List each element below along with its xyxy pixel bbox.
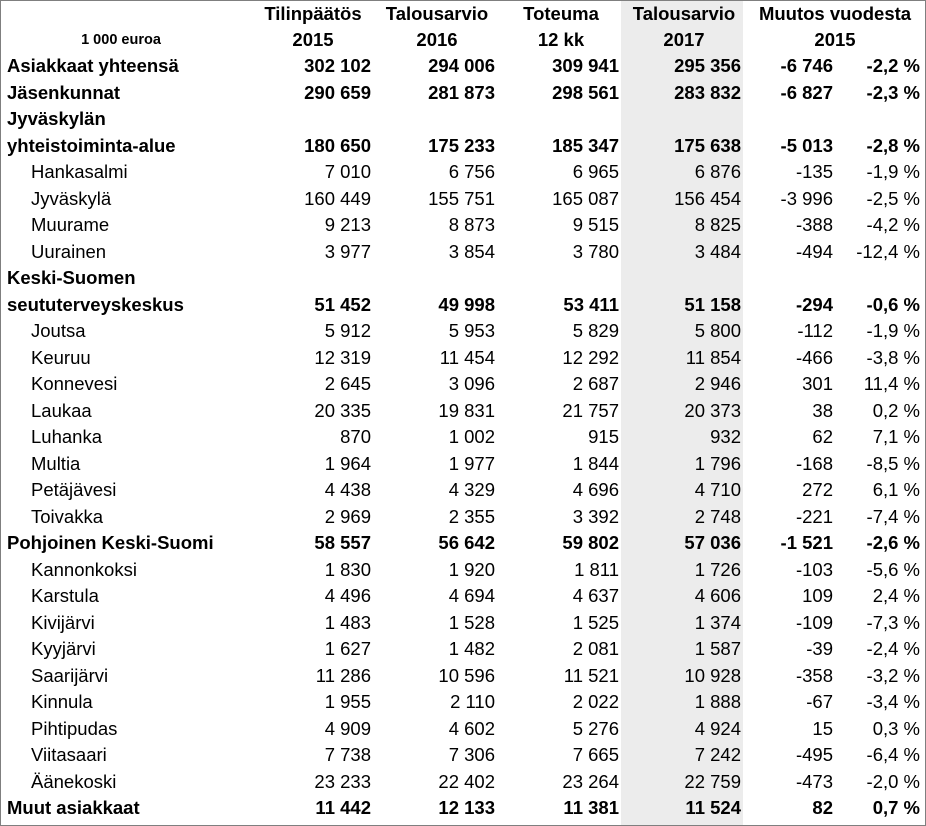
row-label: Keski-Suomen (7, 267, 136, 288)
cell-talousarvio-2017: 11 854 (685, 346, 741, 368)
cell-toteuma-12kk: 3 780 (572, 240, 619, 262)
cell-toteuma-12kk: 165 087 (552, 187, 619, 209)
cell-talousarvio-2016 (375, 106, 499, 133)
cell-toteuma-12kk: 1 811 (574, 558, 619, 580)
cell-muutos-pct: -0,6 % (866, 293, 920, 315)
table-row (1, 159, 925, 186)
row-label: Konnevesi (31, 373, 118, 394)
cell-tilinpaatos-2015 (251, 265, 375, 292)
cell-muutos-pct: 0,2 % (872, 399, 920, 421)
cell-toteuma-12kk: 3 392 (572, 505, 619, 527)
row-label: Viitasaari (31, 744, 107, 765)
cell-talousarvio-2017: 156 454 (674, 187, 741, 209)
row-label: seututerveyskeskus (7, 293, 184, 315)
cell-talousarvio-2017: 295 356 (674, 55, 741, 76)
cell-talousarvio-2017: 10 928 (684, 664, 741, 686)
cell-talousarvio-2017: 175 638 (674, 134, 741, 156)
cell-toteuma-12kk: 12 292 (562, 346, 619, 368)
cell-muutos-pct: -6,4 % (866, 744, 920, 765)
unit-label: 1 000 euroa (81, 32, 161, 48)
cell-muutos-euro: -135 (795, 161, 833, 182)
cell-talousarvio-2017: 1 888 (694, 691, 741, 712)
cell-talousarvio-2016: 7 306 (448, 744, 495, 765)
cell-toteuma-12kk (499, 106, 623, 133)
row-label: Petäjävesi (31, 479, 117, 500)
cell-tilinpaatos-2015: 4 438 (324, 479, 371, 500)
row-label: Kinnula (31, 691, 93, 712)
cell-tilinpaatos-2015: 160 449 (304, 187, 371, 209)
cell-muutos-pct: 0,7 % (872, 797, 920, 818)
cell-toteuma-12kk: 4 696 (572, 479, 619, 500)
row-label: yhteistoiminta-alue (7, 134, 176, 156)
cell-talousarvio-2016: 12 133 (438, 797, 495, 818)
cell-muutos-pct (837, 106, 925, 133)
cell-muutos-pct: -3,8 % (866, 346, 920, 368)
header-col-4-line2: 2017 (663, 29, 705, 50)
header-row-1 (1, 1, 925, 27)
cell-muutos-euro: 62 (812, 426, 833, 447)
table-row (1, 53, 925, 80)
cell-tilinpaatos-2015: 290 659 (304, 81, 371, 103)
cell-toteuma-12kk: 5 276 (572, 717, 619, 739)
table-row (1, 371, 925, 398)
table-row (1, 636, 925, 663)
cell-muutos-euro: -221 (795, 505, 833, 527)
cell-tilinpaatos-2015: 20 335 (314, 399, 371, 421)
table-row (1, 583, 925, 610)
table-row (1, 398, 925, 425)
header-col-2-line2: 2016 (416, 29, 458, 50)
cell-talousarvio-2016: 19 831 (438, 399, 495, 421)
cell-talousarvio-2017: 5 800 (694, 320, 741, 341)
row-label: Äänekoski (31, 770, 117, 792)
cell-muutos-euro: -103 (795, 558, 833, 580)
cell-talousarvio-2016: 2 355 (448, 505, 495, 527)
table-row (1, 80, 925, 107)
cell-tilinpaatos-2015: 7 010 (324, 161, 371, 182)
cell-muutos-pct: -5,6 % (866, 558, 920, 580)
row-label: Muurame (31, 214, 110, 235)
cell-toteuma-12kk: 21 757 (562, 399, 619, 421)
cell-tilinpaatos-2015 (251, 106, 375, 133)
table-row (1, 424, 925, 451)
cell-tilinpaatos-2015: 12 319 (314, 346, 371, 368)
header-col-1-line2: 2015 (292, 29, 334, 50)
cell-muutos-euro (745, 106, 837, 133)
cell-muutos-pct: -1,9 % (866, 161, 920, 182)
table-row (1, 742, 925, 769)
header-col-3-line1: Toteuma (523, 3, 599, 24)
cell-muutos-euro: -6 827 (780, 81, 833, 103)
cell-muutos-euro: -358 (795, 664, 833, 686)
cell-talousarvio-2017: 4 710 (694, 479, 741, 500)
cell-toteuma-12kk: 59 802 (562, 532, 619, 553)
cell-tilinpaatos-2015: 11 442 (315, 797, 371, 818)
row-label: Toivakka (31, 505, 103, 527)
row-label: Saarijärvi (31, 664, 109, 686)
cell-talousarvio-2016 (375, 265, 499, 292)
cell-muutos-euro: -494 (795, 240, 833, 262)
cell-muutos-euro: 15 (812, 717, 833, 739)
row-label: Pihtipudas (31, 717, 118, 739)
row-label: Laukaa (31, 399, 92, 421)
cell-talousarvio-2017 (623, 265, 745, 292)
cell-talousarvio-2016: 281 873 (428, 81, 495, 103)
cell-tilinpaatos-2015: 302 102 (304, 55, 371, 76)
cell-muutos-euro: -5 013 (780, 134, 833, 156)
cell-muutos-pct: -12,4 % (856, 240, 920, 262)
cell-muutos-pct: 7,1 % (872, 426, 920, 447)
table-row (1, 212, 925, 239)
table-row (1, 663, 925, 690)
cell-talousarvio-2017: 1 587 (694, 638, 741, 659)
cell-muutos-euro: -109 (795, 611, 833, 633)
cell-tilinpaatos-2015: 7 738 (324, 744, 371, 765)
cell-tilinpaatos-2015: 58 557 (314, 532, 371, 553)
cell-talousarvio-2016: 56 642 (438, 532, 495, 553)
row-label: Jäsenkunnat (7, 81, 121, 103)
header-col-5-line2: 2015 (814, 29, 856, 50)
header-col-1-line1: Tilinpäätös (264, 3, 362, 24)
cell-talousarvio-2016: 1 002 (448, 426, 495, 447)
cell-talousarvio-2016: 4 329 (448, 479, 495, 500)
cell-muutos-euro: -3 996 (780, 187, 833, 209)
cell-muutos-pct: -2,2 % (866, 55, 920, 76)
row-label: Joutsa (31, 320, 86, 341)
cell-talousarvio-2017: 22 759 (684, 770, 741, 792)
table-row (1, 345, 925, 372)
cell-talousarvio-2017: 2 946 (694, 373, 741, 394)
cell-muutos-euro: -495 (795, 744, 833, 765)
budget-table (1, 1, 925, 822)
cell-muutos-euro: 38 (812, 399, 833, 421)
cell-muutos-euro: -112 (797, 320, 833, 341)
cell-talousarvio-2016: 155 751 (428, 187, 495, 209)
cell-talousarvio-2016: 2 110 (450, 691, 495, 712)
cell-talousarvio-2016: 3 096 (448, 373, 495, 394)
cell-tilinpaatos-2015: 1 627 (324, 638, 371, 659)
table-row (1, 530, 925, 557)
cell-muutos-euro: -294 (795, 293, 833, 315)
cell-tilinpaatos-2015: 1 964 (324, 452, 371, 474)
cell-toteuma-12kk: 185 347 (552, 134, 619, 156)
cell-toteuma-12kk: 11 521 (563, 664, 619, 686)
cell-muutos-pct: -7,3 % (866, 611, 920, 633)
cell-talousarvio-2016: 4 602 (448, 717, 495, 739)
cell-talousarvio-2017: 11 524 (685, 797, 741, 818)
cell-tilinpaatos-2015: 11 286 (315, 664, 371, 686)
cell-tilinpaatos-2015: 5 912 (324, 320, 371, 341)
cell-tilinpaatos-2015: 2 645 (324, 373, 371, 394)
cell-talousarvio-2017: 1 726 (694, 558, 741, 580)
table-row (1, 557, 925, 584)
header-col-3-line2: 12 kk (537, 29, 585, 50)
cell-toteuma-12kk: 2 081 (572, 638, 619, 659)
cell-muutos-euro: -67 (806, 691, 833, 712)
cell-talousarvio-2017: 1 374 (694, 611, 741, 633)
row-label: Asiakkaat yhteensä (7, 55, 179, 76)
cell-toteuma-12kk: 7 665 (572, 744, 619, 765)
cell-talousarvio-2016: 10 596 (438, 664, 495, 686)
header-col-4-line1: Talousarvio (632, 3, 736, 24)
cell-toteuma-12kk: 298 561 (552, 81, 619, 103)
cell-talousarvio-2016: 8 873 (448, 214, 495, 235)
cell-tilinpaatos-2015: 1 955 (324, 691, 371, 712)
cell-talousarvio-2017 (623, 106, 745, 133)
cell-talousarvio-2017: 51 158 (684, 293, 741, 315)
cell-toteuma-12kk: 309 941 (552, 55, 619, 76)
table-row (1, 689, 925, 716)
cell-tilinpaatos-2015: 2 969 (324, 505, 371, 527)
row-label: Muut asiakkaat (7, 797, 140, 818)
cell-muutos-euro: 82 (812, 797, 833, 818)
cell-muutos-euro: 272 (802, 479, 833, 500)
table-row (1, 239, 925, 266)
row-label: Karstula (31, 585, 99, 606)
cell-talousarvio-2016: 6 756 (448, 161, 495, 182)
row-label: Jyväskylä (31, 187, 112, 209)
cell-tilinpaatos-2015: 870 (340, 426, 371, 447)
cell-toteuma-12kk: 9 515 (572, 214, 619, 235)
cell-muutos-euro: 109 (802, 585, 833, 606)
cell-muutos-euro: -1 521 (780, 532, 833, 553)
cell-muutos-pct: 0,3 % (872, 717, 920, 739)
row-label: Kannonkoksi (31, 558, 137, 580)
table-row (1, 795, 925, 822)
header-row-2 (1, 27, 925, 53)
table-row (1, 292, 925, 319)
cell-toteuma-12kk: 1 525 (572, 611, 619, 633)
cell-muutos-euro: -388 (795, 214, 833, 235)
cell-muutos-pct: 6,1 % (872, 479, 920, 500)
cell-tilinpaatos-2015: 180 650 (304, 134, 371, 156)
cell-talousarvio-2016: 1 977 (448, 452, 495, 474)
table-row (1, 265, 925, 292)
cell-tilinpaatos-2015: 23 233 (314, 770, 371, 792)
cell-talousarvio-2016: 294 006 (428, 55, 495, 76)
table-row (1, 504, 925, 531)
cell-talousarvio-2016: 1 482 (448, 638, 495, 659)
cell-talousarvio-2016: 4 694 (448, 585, 495, 606)
cell-talousarvio-2016: 3 854 (448, 240, 495, 262)
cell-muutos-pct (837, 265, 925, 292)
table-row (1, 133, 925, 160)
cell-talousarvio-2017: 3 484 (694, 240, 741, 262)
row-label: Luhanka (31, 426, 102, 447)
table-row (1, 186, 925, 213)
table-row (1, 106, 925, 133)
cell-toteuma-12kk: 915 (588, 426, 619, 447)
row-label: Multia (31, 452, 81, 474)
cell-talousarvio-2016: 11 454 (439, 346, 495, 368)
table-row (1, 477, 925, 504)
table-row (1, 716, 925, 743)
cell-muutos-pct: -2,0 % (866, 770, 920, 792)
cell-talousarvio-2017: 4 606 (694, 585, 741, 606)
cell-muutos-euro: -466 (795, 346, 833, 368)
cell-talousarvio-2017: 932 (710, 426, 741, 447)
cell-muutos-pct: -2,6 % (866, 532, 920, 553)
cell-muutos-pct: -2,5 % (866, 187, 920, 209)
cell-talousarvio-2016: 5 953 (448, 320, 495, 341)
cell-talousarvio-2017: 20 373 (684, 399, 741, 421)
cell-muutos-euro (745, 265, 837, 292)
cell-muutos-euro: -473 (795, 770, 833, 792)
cell-talousarvio-2017: 4 924 (694, 717, 741, 739)
cell-muutos-pct: -4,2 % (866, 214, 920, 235)
cell-toteuma-12kk: 53 411 (563, 293, 619, 315)
cell-toteuma-12kk: 2 022 (572, 691, 619, 712)
cell-muutos-pct: -2,4 % (866, 638, 920, 659)
cell-tilinpaatos-2015: 51 452 (314, 293, 371, 315)
cell-muutos-pct: -3,4 % (866, 691, 920, 712)
cell-muutos-pct: 11,4 % (863, 373, 920, 394)
header-col-2-line1: Talousarvio (385, 3, 489, 24)
row-label: Hankasalmi (31, 161, 128, 182)
row-label: Uurainen (31, 240, 107, 262)
header-col-5-line1: Muutos vuodesta (758, 3, 912, 24)
cell-talousarvio-2016: 49 998 (438, 293, 495, 315)
cell-muutos-euro: 301 (802, 373, 833, 394)
cell-talousarvio-2016: 1 920 (448, 558, 495, 580)
row-label: Kivijärvi (31, 611, 95, 633)
row-label: Pohjoinen Keski-Suomi (7, 532, 214, 553)
cell-muutos-pct: -2,8 % (866, 134, 920, 156)
cell-muutos-pct: -8,5 % (866, 452, 920, 474)
cell-tilinpaatos-2015: 3 977 (324, 240, 371, 262)
cell-tilinpaatos-2015: 1 830 (324, 558, 371, 580)
cell-toteuma-12kk (499, 265, 623, 292)
cell-toteuma-12kk: 5 829 (572, 320, 619, 341)
cell-toteuma-12kk: 11 381 (563, 797, 619, 818)
cell-muutos-pct: -1,9 % (866, 320, 920, 341)
cell-muutos-euro: -6 746 (780, 55, 833, 76)
cell-talousarvio-2016: 1 528 (448, 611, 495, 633)
row-label: Jyväskylän (7, 108, 106, 129)
cell-muutos-pct: -7,4 % (866, 505, 920, 527)
cell-tilinpaatos-2015: 9 213 (324, 214, 371, 235)
header-corner (1, 1, 251, 27)
cell-toteuma-12kk: 2 687 (572, 373, 619, 394)
cell-talousarvio-2016: 22 402 (438, 770, 495, 792)
row-label: Keuruu (31, 346, 91, 368)
cell-toteuma-12kk: 6 965 (572, 161, 619, 182)
cell-talousarvio-2017: 1 796 (694, 452, 741, 474)
cell-tilinpaatos-2015: 4 496 (324, 585, 371, 606)
table-row (1, 610, 925, 637)
table-row (1, 769, 925, 796)
cell-tilinpaatos-2015: 1 483 (324, 611, 371, 633)
cell-muutos-euro: -39 (806, 638, 833, 659)
table-row (1, 451, 925, 478)
cell-muutos-pct: -3,2 % (866, 664, 920, 686)
cell-talousarvio-2017: 57 036 (684, 532, 741, 553)
cell-muutos-pct: -2,3 % (866, 81, 920, 103)
cell-toteuma-12kk: 4 637 (572, 585, 619, 606)
cell-talousarvio-2017: 2 748 (694, 505, 741, 527)
table-row (1, 318, 925, 345)
cell-talousarvio-2017: 283 832 (674, 81, 741, 103)
cell-talousarvio-2016: 175 233 (428, 134, 495, 156)
row-label: Kyyjärvi (31, 638, 96, 659)
cell-talousarvio-2017: 8 825 (694, 214, 741, 235)
cell-talousarvio-2017: 6 876 (694, 161, 741, 182)
cell-tilinpaatos-2015: 4 909 (324, 717, 371, 739)
cell-toteuma-12kk: 1 844 (572, 452, 619, 474)
cell-muutos-pct: 2,4 % (872, 585, 920, 606)
cell-toteuma-12kk: 23 264 (562, 770, 619, 792)
cell-talousarvio-2017: 7 242 (694, 744, 741, 765)
cell-muutos-euro: -168 (795, 452, 833, 474)
